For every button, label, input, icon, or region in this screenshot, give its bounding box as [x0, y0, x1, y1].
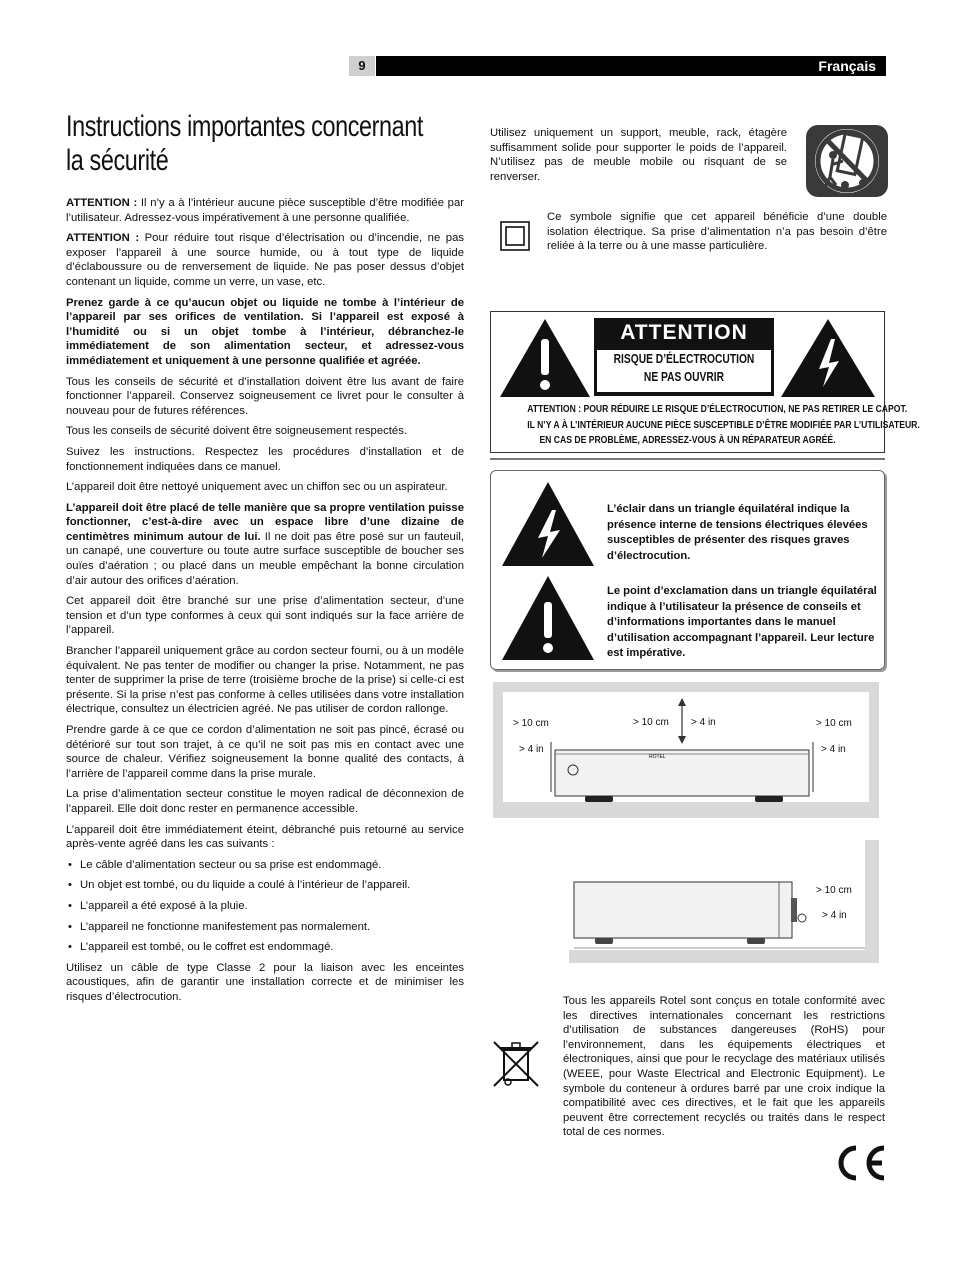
paragraph: Cet appareil doit être branché sur une prise d’alimentation secteur, d’une tension et d’un type conformes à ceux qui sont indiqués sur la face arrière de l’appareil.	[66, 595, 464, 637]
paragraph: La prise d’alimentation secteur constitue le moyen radical de déconnexion de l’appareil. Elle doit donc rester en permanence accessible.	[66, 788, 464, 815]
paragraph: L’appareil doit être immédiatement éteint, débranché puis retourné au service après-vente agréé dans les cas suivants :	[66, 823, 464, 851]
paragraph: L’appareil doit être placé de telle manière que sa propre ventilation puisse fonctionner, c’est-à-dire avec un espace libre d’une dizaine de centimètres minimum autour de lui. Il ne doit pas être posé sur un fauteuil, un canapé, une couverture ou toute autre surface susceptible de boucher ses ouïes d’aération ; ou placé dans un meuble empêchant la bonne circulation d’air autour des orifices d’aération.	[66, 501, 464, 587]
list-item: • L’appareil ne fonctionne manifestement pas normalement.	[66, 920, 464, 935]
rohs-weee-text: Tous les appareils Rotel sont conçus en totale conformité avec les directives internationales concernant les restrictions d’utilisation de substances dangereuses (RoHS) pour l’environnement, dans les équipements électriques et électroniques, ainsi que pour le recyclage des matériaux utilisés (WEEE, pour Waste Electrical and Electronic Equipment). Le symbole du conteneur à ordures barré par une croix indique la compatibilité avec ces directives, et le fait que les appareils peuvent être correctement recyclés ou traités dans le respect total de ces normes.	[563, 995, 885, 1139]
attention-header	[594, 318, 774, 396]
clearance-label-cm: > 10 cm	[816, 718, 852, 729]
clearance-label-in: > 4 in	[821, 744, 846, 755]
exclamation-symbol-explanation: Le point d’exclamation dans un triangle équilatéral indique à l’utilisateur la présence de conseils et d’informations importantes dans le manuel d’utilisation accompagnant l’appareil. Leur lecture est impérative.	[607, 585, 877, 660]
attention-subtitle: RISQUE D’ÉLECTROCUTION NE PAS OUVRIR	[597, 350, 771, 392]
crossed-bin-icon	[490, 1038, 542, 1090]
lightning-triangle-icon	[500, 480, 596, 568]
no-cart-icon	[803, 125, 889, 197]
paragraph: Prenez garde à ce qu’aucun objet ou liquide ne tombe à l’intérieur de l’appareil par ses orifices de ventilation. Si l’appareil est exposé à l’humidité ou si un objet tombe à l’intérieur, débranchez-le immédiatement de son alimentation secteur, et adressez-vous immédiatement et uniquement à une personne qualifiée et agréée.	[66, 296, 464, 367]
paragraph: Utilisez un câble de type Classe 2 pour la liaison avec les enceintes acoustiques, afin de garantir une installation correcte et de minimiser les risques d’électrocution.	[66, 961, 464, 1003]
paragraph: L’appareil doit être nettoyé uniquement avec un chiffon sec ou un aspirateur.	[66, 481, 448, 494]
list-item: • Un objet est tombé, ou du liquide a coulé à l’intérieur de l’appareil.	[66, 878, 464, 893]
safety-instructions-column	[66, 196, 464, 1011]
attention-warning-text: ATTENTION : POUR RÉDUIRE LE RISQUE D’ÉLECTROCUTION, NE PAS RETIRER LE CAPOT. IL N’Y A À L’INTÉRIEUR AUCUNE PIÈCE SUSCEPTIBLE D’ÊTRE MODIFIÉE PAR L’UTILISATEUR. EN CAS DE PROBLÈME, ADRESSEZ-VOUS À UN RÉPARATEUR AGRÉÉ.	[527, 403, 920, 446]
double-insulation-text: Ce symbole signifie que cet appareil bénéficie d’une double isolation électrique. Sa prise d’alimentation n’a pas besoin d’être reliée à la terre ou à une masse particulière.	[547, 211, 887, 253]
clearance-label-cm: > 10 cm	[513, 718, 549, 729]
clearance-label-in: > 4 in	[822, 910, 847, 921]
side-clearance-diagram	[569, 840, 879, 963]
divider	[490, 458, 885, 460]
attention-title: ATTENTION	[620, 321, 748, 344]
paragraph: Brancher l’appareil uniquement grâce au cordon secteur fourni, ou à un modèle équivalent. Ne pas tenter de modifier ou changer la prise. Notamment, ne pas tenter de supprimer la prise de terre (troisième broche de la prise) si celle-ci est présente. Si la prise n’est pas conforme à celles utilisées dans votre installation électrique, consultez un électricien agréé. Ne pas utiliser de cordon rallonge.	[66, 645, 464, 716]
page-title-line-1: Instructions importantes concernant	[66, 110, 424, 143]
list-item: • L’appareil a été exposé à la pluie.	[66, 899, 464, 914]
language-label: Français	[818, 58, 876, 74]
clearance-label-cm: > 10 cm	[633, 717, 669, 728]
stand-warning-text: Utilisez uniquement un support, meuble, rack, étagère suffisamment solide pour supporter le poids de l’appareil. N’utilisez pas de meuble mobile ou risquant de se renverser.	[490, 127, 787, 183]
paragraph: ATTENTION : Pour réduire tout risque d’électrisation ou d’incendie, ne pas exposer l’appareil à une source humide, ou à tout type de liquide d’éclaboussure ou de renversement de liquide. Ne pas poser dessus d’objet contenant un liquide, comme un verre, un vase, etc.	[66, 232, 464, 288]
language-bar	[376, 56, 886, 76]
lightning-symbol-explanation: L’éclair dans un triangle équilatéral indique la présence interne de tensions électriques élevées susceptibles de présenter des risques graves d’électrocution.	[607, 503, 868, 562]
service-conditions-list	[66, 858, 464, 955]
paragraph: ATTENTION : Il n’y a à l’intérieur aucune pièce susceptible d’être modifiée par l’utilisateur. Adressez-vous impérativement à une personne qualifiée.	[66, 197, 464, 224]
double-insulation-icon	[500, 221, 530, 251]
paragraph: Suivez les instructions. Respectez les procédures d’installation et de fonctionnement indiquées dans ce manuel.	[66, 445, 464, 473]
paragraph: Prendre garde à ce que ce cordon d’alimentation ne soit pas pincé, écrasé ou détérioré sur tout son trajet, à ce qu’il ne soit pas mis en contact avec une source de chaleur. Vérifiez soigneusement la bonne qualité des contacts, à l’arrière de l’appareil comme dans la prise murale.	[66, 724, 464, 780]
paragraph: Tous les conseils de sécurité doivent être soigneusement respectés.	[66, 425, 407, 438]
list-item: • Le câble d’alimentation secteur ou sa prise est endommagé.	[66, 858, 464, 873]
lightning-triangle-icon	[779, 317, 877, 399]
exclamation-triangle-icon	[498, 317, 592, 399]
ce-mark-icon	[832, 1142, 888, 1184]
page-title-line-2: la sécurité	[66, 144, 169, 177]
clearance-label-cm: > 10 cm	[816, 885, 852, 896]
exclamation-triangle-icon	[500, 574, 596, 662]
list-item: • L’appareil est tombé, ou le coffret est endommagé.	[66, 940, 464, 955]
paragraph: Tous les conseils de sécurité et d’installation doivent être lus avant de faire fonctionner l’appareil. Conservez soigneusement ce livret pour le consulter à nouveau pour de futures références.	[66, 375, 464, 417]
clearance-label-in: > 4 in	[519, 744, 544, 755]
page-number: 9	[349, 56, 375, 76]
page-title	[66, 110, 424, 178]
unit-brand-label: ROTEL	[649, 754, 666, 760]
clearance-label-in: > 4 in	[691, 717, 716, 728]
